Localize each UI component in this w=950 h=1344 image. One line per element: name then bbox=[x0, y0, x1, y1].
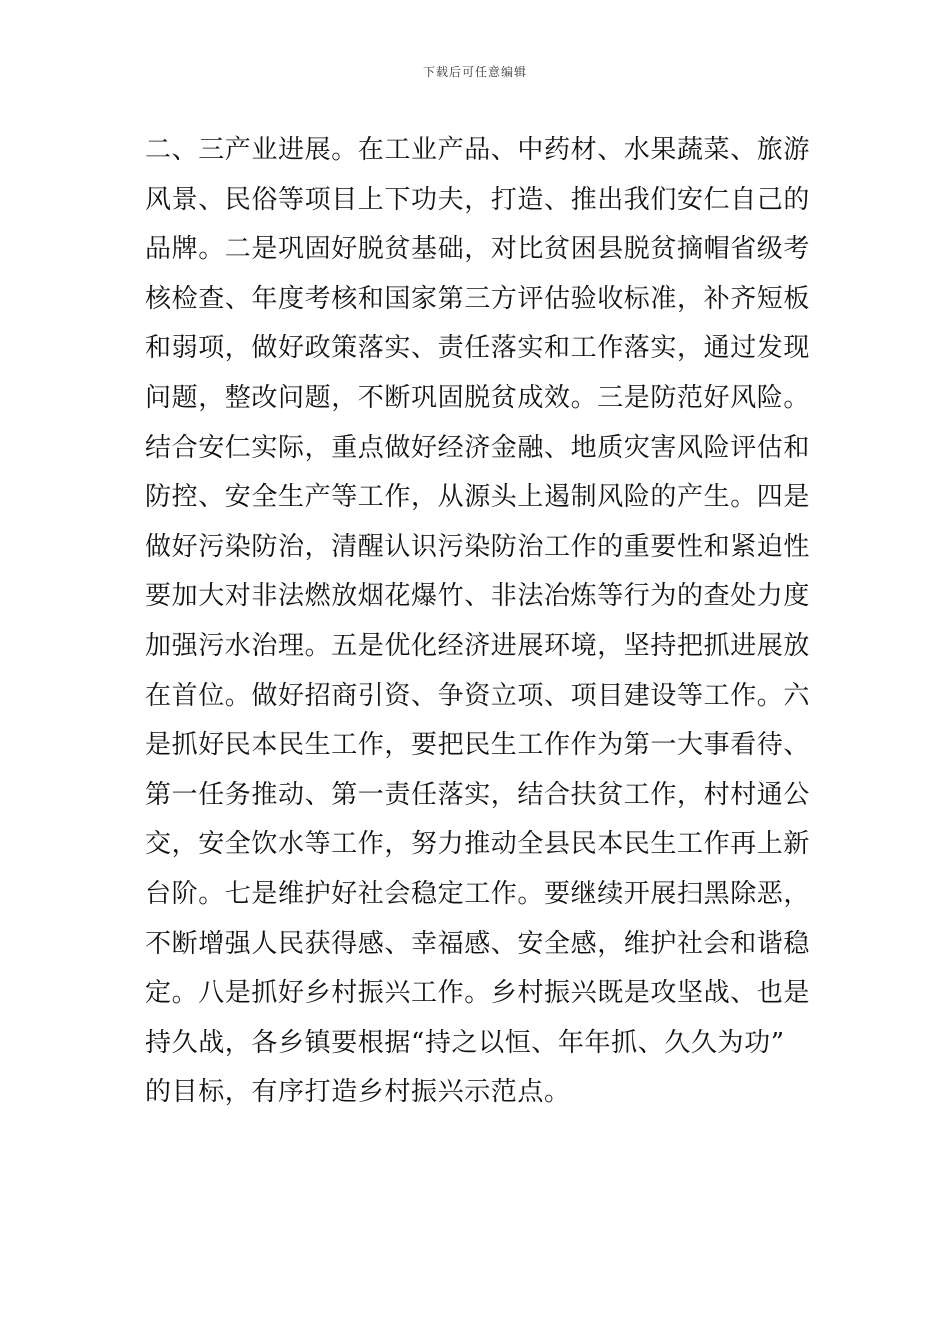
text-line: 交，安全饮水等工作，努力推动全县民本民生工作再上新 bbox=[145, 829, 811, 860]
text-line: 做好污染防治，清醒认识污染防治工作的重要性和紧迫性 bbox=[145, 531, 811, 562]
text-line: 品牌。二是巩固好脱贫基础，对比贫困县脱贫摘帽省级考 bbox=[145, 234, 811, 265]
document-body bbox=[145, 126, 815, 1118]
text-line: 持久战，各乡镇要根据“持之以恒、年年抓、久久为功” bbox=[145, 1027, 785, 1058]
text-line: 加强污水治理。五是优化经济进展环境，坚持把抓进展放 bbox=[145, 630, 811, 661]
page-header-note: 下载后可任意编辑 bbox=[422, 65, 527, 79]
text-line: 风景、民俗等项目上下功夫，打造、推出我们安仁自己的 bbox=[145, 184, 811, 215]
text-line: 第一任务推动、第一责任落实，结合扶贫工作，村村通公 bbox=[145, 779, 811, 810]
text-line: 核检查、年度考核和国家第三方评估验收标准，补齐短板 bbox=[145, 283, 811, 314]
text-line: 二、三产业进展。在工业产品、中药材、水果蔬菜、旅游 bbox=[145, 135, 811, 165]
text-line: 不断增强人民获得感、幸福感、安全感，维护社会和谐稳 bbox=[145, 928, 811, 959]
text-line: 结合安仁实际，重点做好经济金融、地质灾害风险评估和 bbox=[145, 432, 811, 463]
text-line: 的目标，有序打造乡村振兴示范点。 bbox=[145, 1077, 571, 1108]
text-line: 防控、安全生产等工作，从源头上遏制风险的产生。四是 bbox=[145, 482, 811, 513]
text-line: 定。八是抓好乡村振兴工作。乡村振兴既是攻坚战、也是 bbox=[145, 978, 811, 1009]
text-line: 是抓好民本民生工作，要把民生工作作为第一大事看待、 bbox=[145, 730, 811, 761]
text-line: 问题，整改问题，不断巩固脱贫成效。三是防范好风险。 bbox=[145, 382, 811, 413]
text-line: 和弱项，做好政策落实、责任落实和工作落实，通过发现 bbox=[145, 333, 811, 364]
text-line: 台阶。七是维护好社会稳定工作。要继续开展扫黑除恶， bbox=[145, 878, 811, 909]
text-line: 要加大对非法燃放烟花爆竹、非法冶炼等行为的查处力度 bbox=[145, 581, 811, 612]
text-line: 在首位。做好招商引资、争资立项、项目建设等工作。六 bbox=[145, 680, 811, 711]
